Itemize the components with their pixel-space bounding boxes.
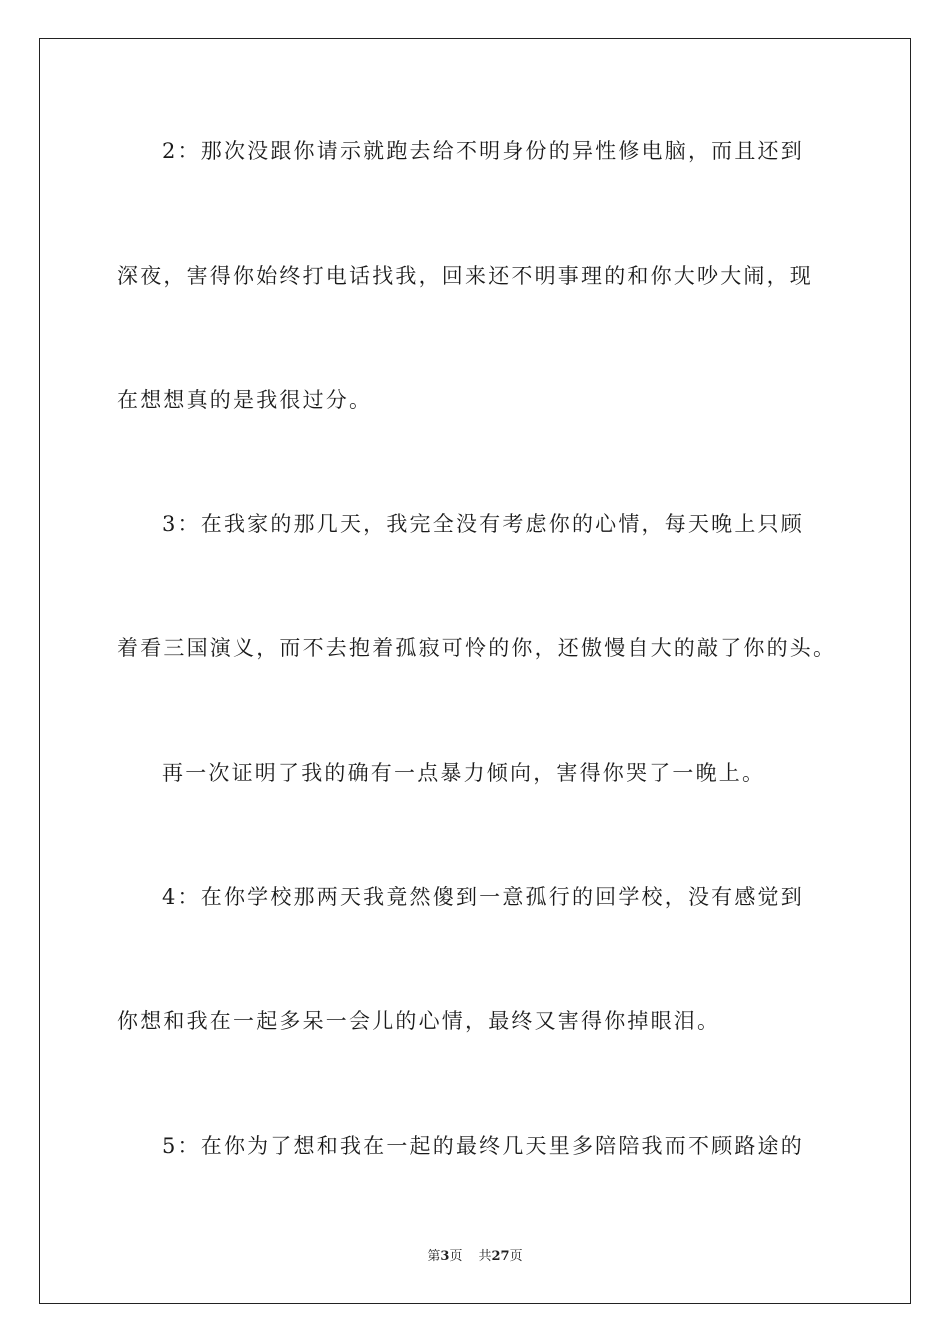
paragraph-line: 2：那次没跟你请示就跑去给不明身份的异性修电脑，而且还到 xyxy=(162,139,804,163)
paragraph-line: 在想想真的是我很过分。 xyxy=(117,388,373,412)
paragraph-line: 4：在你学校那两天我竟然傻到一意孤行的回学校，没有感觉到 xyxy=(162,885,804,909)
page-footer xyxy=(0,1248,950,1266)
page-border xyxy=(39,38,911,1304)
page-number: 3 xyxy=(440,1249,450,1264)
page-prefix: 第 xyxy=(427,1249,441,1264)
total-pages: 27 xyxy=(491,1249,510,1264)
paragraph-line: 再一次证明了我的确有一点暴力倾向，害得你哭了一晚上。 xyxy=(162,761,766,785)
paragraph-line: 3：在我家的那几天，我完全没有考虑你的心情，每天晚上只顾 xyxy=(162,512,804,536)
paragraph-line: 着看三国演义，而不去抱着孤寂可怜的你，还傲慢自大的敲了你的头。 xyxy=(117,636,837,660)
paragraph-line: 你想和我在一起多呆一会儿的心情，最终又害得你掉眼泪。 xyxy=(117,1009,721,1033)
page-suffix: 页 xyxy=(449,1249,463,1264)
total-suffix: 页 xyxy=(509,1249,523,1264)
paragraph-line: 深夜，害得你始终打电话找我，回来还不明事理的和你大吵大闹，现 xyxy=(117,264,813,288)
paragraph-line: 5：在你为了想和我在一起的最终几天里多陪陪我而不顾路途的 xyxy=(162,1134,804,1158)
total-prefix: 共 xyxy=(478,1249,492,1264)
